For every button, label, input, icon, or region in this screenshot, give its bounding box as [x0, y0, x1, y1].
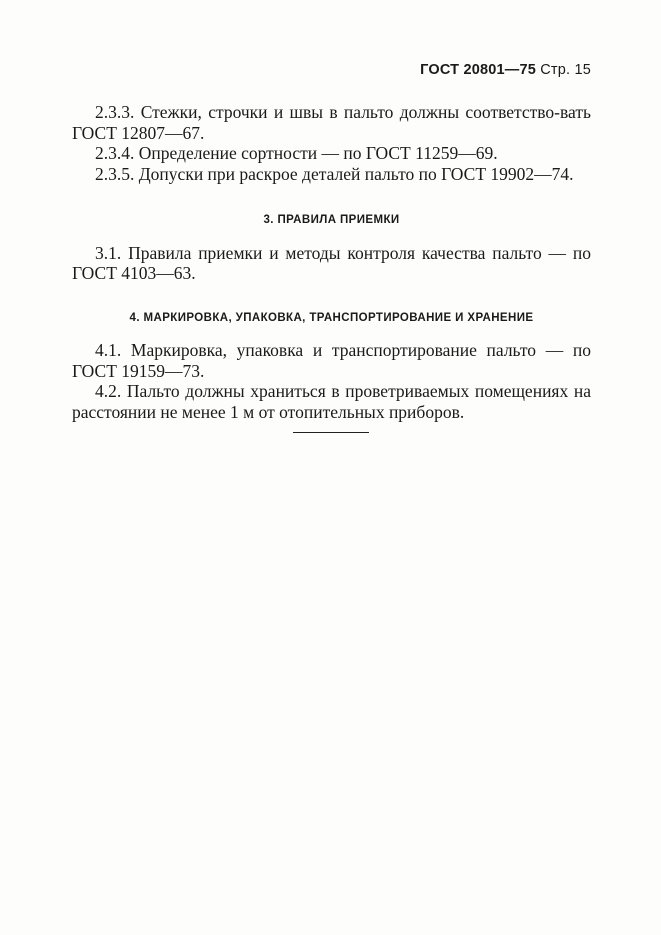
paragraph-2-3-4: 2.3.4. Определение сортности — по ГОСТ 11259—69. [95, 143, 498, 163]
paragraph-4-2: 4.2. Пальто должны храниться в проветриваемых помещениях на расстоянии не менее 1 м от отопительных приборов. [72, 381, 591, 422]
section-3-title: 3. ПРАВИЛА ПРИЕМКИ [263, 214, 400, 226]
paragraph-4-1: 4.1. Маркировка, упаковка и транспортирование пальто — по ГОСТ 19159—73. [72, 340, 591, 381]
paragraph-3-1: 3.1. Правила приемки и методы контроля качества пальто — по ГОСТ 4103—63. [72, 242, 591, 283]
page-number: Стр. 15 [540, 62, 591, 78]
page-header [420, 62, 591, 78]
document-body [72, 102, 591, 422]
section-4-title: 4. МАРКИРОВКА, УПАКОВКА, ТРАНСПОРТИРОВАНИЕ И ХРАНЕНИЕ [129, 311, 534, 324]
paragraph-2-3-3: 2.3.3. Стежки, строчки и швы в пальто должны соответство-вать ГОСТ 12807—67. [72, 102, 591, 143]
paragraph-2-3-5: 2.3.5. Допуски при раскрое деталей пальто по ГОСТ 19902—74. [95, 163, 574, 184]
end-rule [293, 432, 369, 433]
standard-number: ГОСТ 20801—75 [420, 62, 536, 78]
